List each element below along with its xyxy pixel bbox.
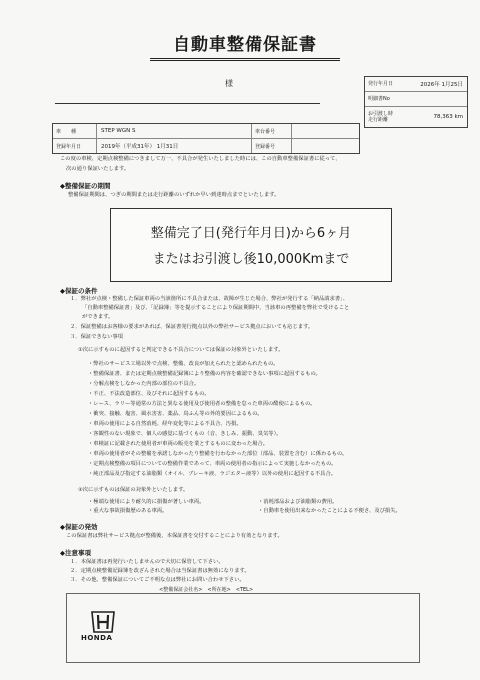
company-caption: <整備保証会社名> <所在地> <TEL> — [156, 586, 256, 593]
note-line: １．本保証書は再発行いたしませんので大切に保管して下さい。 — [70, 559, 224, 565]
period-box-line-1: 整備完了日(発行年月日)から6ヶ月 — [150, 226, 352, 241]
mileage-label-line2: 走行距離 — [368, 117, 389, 123]
exclusion-subheading-1: ①次に示すものに起因すると判定できる不具合については保証の対象外といたします。 — [78, 347, 284, 353]
mileage-value: 78,363 km — [433, 114, 463, 120]
issue-date-value: 2026年 1月25日 — [420, 82, 463, 88]
vehicle-table — [52, 123, 360, 154]
condition-line: ができます。 — [82, 314, 114, 320]
issue-date-row — [365, 77, 467, 92]
exclusion-item: ・車検証に記載された使用者が車両の販売を業とするものに変わった場合。 — [88, 441, 269, 447]
statement-no-row — [365, 92, 467, 107]
effect-heading: ◆保証の発効 — [60, 523, 98, 531]
exclusion-item-right: ・自動車を使用出来なかったことによる不便さ、及び損失。 — [258, 508, 401, 514]
period-heading: ◆整備保証の期間 — [60, 182, 111, 190]
notes-heading: ◆注意事項 — [60, 549, 91, 557]
condition-line: ２．保証整備はお客様の要求があれば、保証書発行拠点以外の弊社サービス拠点においても応じます。 — [70, 324, 314, 330]
exclusion-item-left: ・極端な使用により耐久的に損傷が著しい車両。 — [88, 499, 205, 505]
honda-wing-h-icon — [89, 611, 117, 633]
document-title: 自動車整備保証書 — [150, 30, 340, 61]
vehicle-row-1 — [53, 124, 359, 139]
vehicle-row-2 — [53, 139, 359, 153]
customer-suffix: 様 — [225, 79, 233, 88]
registration-date-label: 登録年月日 — [53, 139, 97, 153]
registration-date-value: 2019年（平成31年） 1月31日 — [97, 139, 252, 153]
note-line: ２．定期点検整備記録簿を改ざんされた場合は当保証書は無効になります。 — [70, 568, 250, 574]
period-box-line-2: またはお引渡し後10,000Kmまで — [152, 252, 350, 267]
statement-no-label: 明細書No — [368, 96, 390, 102]
exclusion-item-right: ・消耗部品および油脂類の費用。 — [258, 499, 338, 505]
exclusion-item: ・衝突、接触、塩害、風水害害、薬品、鳥ふん等の外的要因によるもの。 — [88, 411, 263, 417]
brand-name: HONDA — [81, 634, 113, 642]
mileage-label — [365, 111, 406, 123]
exclusion-item: ・レース、ラリー等通常の方法と異なる使用及び使用者の整備を怠った車両の酷使によるもの。 — [88, 401, 316, 407]
issue-date-label: 発行年月日 — [368, 81, 394, 87]
condition-line: １．弊社が点検・整備した保証車両の当該箇所に不具合または、故障が生じた場合、弊社が発行する「納品請求書」、 — [70, 296, 349, 302]
note-line: ３．その他、整備保証についてご不明な点は弊社にお問い合わせ下さい。 — [70, 577, 245, 583]
mileage-label-line1: お引渡し時 — [368, 111, 394, 117]
exclusion-item: ・定期点検整備の項目についての整備作業であって、車両の使用者の指示によって実施しなかったもの。 — [88, 461, 337, 467]
issue-info-box — [364, 76, 468, 128]
registration-no-label: 登録番号 — [252, 139, 292, 153]
exclusion-item: ・客観性のない現象で、個人の感覚に基づくもの（音、きしみ、振動、臭気等）。 — [88, 431, 282, 437]
exclusion-item: ・車両の使用による自然消耗、経年変化等による不具合、汚損。 — [88, 421, 242, 427]
exclusion-item: ・車両の使用者がその整備を承諾しなかったり整備を行わなかった部位（部品、装置を含む）に係わるもの。 — [88, 451, 348, 457]
vehicle-name-value: STEP WGN S — [97, 124, 252, 138]
warranty-period-box — [110, 208, 392, 282]
period-text: 整備保証期間は、つぎの期間または走行距離のいずれか早い到達時点までといたします。 — [68, 192, 280, 198]
condition-line: 「自動車整備保証書」及び、「記録簿」等を提示することにより保証期間中、当該車の再整備を弊社で受けること — [82, 305, 350, 311]
exclusion-item: ・弊社のサービス工場以外で点検、整備、改良が加えられたと認められたもの。 — [88, 361, 279, 367]
intro-line-2: 次の通り保証いたします。 — [66, 166, 130, 172]
effect-text: この保証書は弊社サービス拠点が整備後、本保証書を交付することにより有効となります。 — [66, 533, 283, 539]
exclusion-item: ・純正部品及び指定する油脂類（オイル、ブレーキ液、ラジエター液等）以外の使用に起因する不具合。 — [88, 471, 337, 477]
exclusion-item: ・不正、不法改造部位、及びそれに起因するもの。 — [88, 391, 210, 397]
exclusion-item-left: ・重大な事故損傷歴のある車両。 — [88, 508, 168, 514]
customer-name-line — [55, 89, 320, 104]
exclusion-item: ・整備保証書、または定期点検整備記録簿により整備の内容を確認できない事項に起因するもの。 — [88, 371, 321, 377]
exclusion-subheading-2: ②次に示すものは保証の対象外といたします。 — [78, 487, 189, 493]
mileage-row — [365, 107, 467, 127]
vehicle-name-label: 車 種 — [53, 124, 97, 138]
company-box — [66, 593, 420, 663]
condition-line: ３．保証できない事項 — [70, 334, 123, 340]
chassis-no-label: 車台番号 — [252, 124, 292, 138]
intro-line-1: この度の車検、定期点検整備につきまして万一、不具合が発生いたしました時には、この自動車整備保証書に従って、 — [60, 156, 341, 162]
conditions-heading: ◆保証の条件 — [60, 287, 98, 295]
exclusion-item: ・分解点検をしなかった内部の部位の不具合。 — [88, 381, 200, 387]
